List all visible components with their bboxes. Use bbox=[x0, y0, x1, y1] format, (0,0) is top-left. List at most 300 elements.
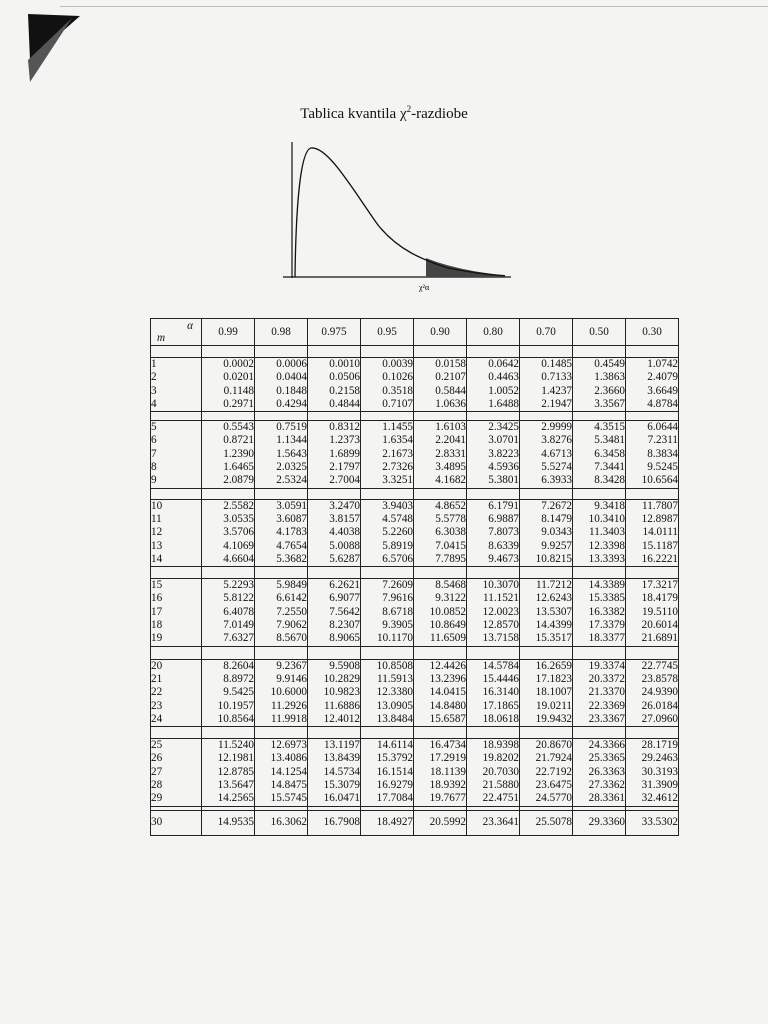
quantile-value: 0.5844 bbox=[435, 384, 466, 397]
quantile-value: 2.2041 bbox=[435, 434, 466, 447]
quantile-value: 9.2367 bbox=[276, 659, 307, 672]
quantile-value: 16.0471 bbox=[323, 792, 360, 805]
spacer-cell bbox=[308, 646, 361, 659]
quantile-value: 0.4549 bbox=[594, 358, 625, 370]
value-cell bbox=[520, 810, 573, 835]
table-row-group bbox=[151, 579, 679, 646]
quantile-value: 6.9887 bbox=[488, 512, 519, 525]
quantile-value: 19.0211 bbox=[536, 699, 572, 712]
value-cell bbox=[414, 659, 467, 726]
spacer-cell bbox=[361, 727, 414, 739]
header-corner-cell: α m bbox=[151, 319, 202, 346]
quantile-value: 18.3377 bbox=[588, 632, 625, 645]
quantile-value: 21.6891 bbox=[641, 632, 678, 645]
value-cell bbox=[467, 659, 520, 726]
quantile-value: 11.9918 bbox=[271, 712, 307, 725]
value-cell bbox=[573, 739, 626, 806]
value-cell bbox=[414, 810, 467, 835]
quantile-value: 1.6899 bbox=[329, 447, 360, 460]
m-value: 14 bbox=[151, 552, 163, 565]
quantile-value: 6.4078 bbox=[223, 605, 254, 618]
scan-edge-line bbox=[60, 6, 768, 7]
quantile-value: 2.0879 bbox=[223, 474, 254, 487]
spacer-cell bbox=[255, 488, 308, 499]
value-cell bbox=[573, 810, 626, 835]
quantile-value: 32.4612 bbox=[641, 792, 678, 805]
quantile-value: 8.5468 bbox=[435, 579, 466, 592]
value-cell bbox=[414, 421, 467, 488]
quantile-value: 2.7326 bbox=[382, 461, 413, 474]
quantile-value: 8.3834 bbox=[647, 447, 678, 460]
m-value: 16 bbox=[151, 592, 163, 605]
quantile-value: 4.6713 bbox=[541, 447, 572, 460]
value-cell bbox=[202, 739, 255, 806]
quantile-value: 0.4844 bbox=[329, 397, 360, 410]
quantile-value: 9.5425 bbox=[223, 686, 254, 699]
quantile-value: 23.3367 bbox=[588, 712, 625, 725]
quantile-value: 3.0701 bbox=[488, 434, 519, 447]
quantile-value: 2.5324 bbox=[276, 474, 307, 487]
quantile-value: 18.1007 bbox=[535, 686, 572, 699]
value-cell bbox=[626, 421, 679, 488]
quantile-value: 14.5734 bbox=[323, 765, 360, 778]
header-alpha: 0.975 bbox=[308, 319, 361, 346]
quantile-value: 19.5110 bbox=[642, 605, 678, 618]
quantile-value: 10.8215 bbox=[535, 552, 572, 565]
quantile-value: 8.3428 bbox=[594, 474, 625, 487]
m-value: 19 bbox=[151, 632, 163, 645]
spacer-cell bbox=[520, 488, 573, 499]
spacer-cell bbox=[626, 727, 679, 739]
value-cell bbox=[361, 499, 414, 566]
spacer-cell bbox=[573, 727, 626, 739]
quantile-value: 26.0184 bbox=[641, 699, 678, 712]
spacer-cell bbox=[467, 646, 520, 659]
quantile-value: 2.1797 bbox=[329, 461, 360, 474]
quantile-value: 23.6475 bbox=[535, 779, 572, 792]
header-alpha: 0.95 bbox=[361, 319, 414, 346]
quantile-value: 4.1682 bbox=[435, 474, 466, 487]
quantile-value: 10.2829 bbox=[323, 672, 360, 685]
group-spacer bbox=[151, 412, 679, 421]
quantile-value: 3.3251 bbox=[382, 474, 413, 487]
value-cell bbox=[308, 659, 361, 726]
spacer-cell bbox=[361, 567, 414, 579]
spacer-cell bbox=[255, 567, 308, 579]
quantile-value: 13.0905 bbox=[376, 699, 413, 712]
m-value: 23 bbox=[151, 699, 163, 712]
quantile-value: 22.7192 bbox=[535, 765, 572, 778]
spacer-cell bbox=[414, 567, 467, 579]
spacer-cell bbox=[202, 346, 255, 358]
quantile-value: 1.1344 bbox=[276, 434, 307, 447]
quantile-value: 19.9432 bbox=[535, 712, 572, 725]
value-cell bbox=[361, 358, 414, 412]
quantile-value: 22.3369 bbox=[588, 699, 625, 712]
spacer-cell bbox=[467, 412, 520, 421]
value-cell bbox=[308, 358, 361, 412]
quantile-value: 10.6000 bbox=[270, 686, 307, 699]
quantile-value: 14.9535 bbox=[217, 815, 254, 828]
quantile-value: 15.4446 bbox=[482, 672, 519, 685]
quantile-value: 25.3365 bbox=[588, 752, 625, 765]
quantile-value: 1.1455 bbox=[382, 421, 413, 434]
quantile-value: 10.1170 bbox=[377, 632, 413, 645]
spacer-cell bbox=[361, 488, 414, 499]
table-row-group bbox=[151, 358, 679, 412]
quantile-value: 11.7807 bbox=[642, 499, 678, 512]
quantile-value: 0.1848 bbox=[276, 384, 307, 397]
quantile-value: 11.6509 bbox=[430, 632, 466, 645]
quantile-value: 9.5908 bbox=[329, 659, 360, 672]
quantile-value: 3.6087 bbox=[276, 512, 307, 525]
spacer-cell bbox=[255, 412, 308, 421]
spacer-cell bbox=[151, 412, 202, 421]
m-value: 10 bbox=[151, 499, 163, 512]
quantile-value: 11.2926 bbox=[271, 699, 307, 712]
header-alpha: 0.90 bbox=[414, 319, 467, 346]
quantile-value: 8.2307 bbox=[329, 619, 360, 632]
quantile-value: 4.5748 bbox=[382, 512, 413, 525]
spacer-cell bbox=[361, 346, 414, 358]
quantile-value: 24.3366 bbox=[588, 739, 625, 752]
quantile-value: 1.0052 bbox=[488, 384, 519, 397]
value-cell bbox=[467, 421, 520, 488]
m-value: 28 bbox=[151, 779, 163, 792]
value-cell bbox=[467, 358, 520, 412]
quantile-value: 6.0644 bbox=[647, 421, 678, 434]
quantile-value: 18.1139 bbox=[430, 765, 466, 778]
quantile-value: 15.3385 bbox=[588, 592, 625, 605]
m-cell bbox=[151, 579, 202, 646]
quantile-value: 5.8122 bbox=[223, 592, 254, 605]
spacer-cell bbox=[414, 646, 467, 659]
quantile-value: 16.4734 bbox=[429, 739, 466, 752]
value-cell bbox=[308, 739, 361, 806]
quantile-value: 31.3909 bbox=[641, 779, 678, 792]
spacer-cell bbox=[467, 567, 520, 579]
quantile-value: 14.1254 bbox=[270, 765, 307, 778]
value-cell bbox=[520, 739, 573, 806]
table-row-group bbox=[151, 810, 679, 835]
quantile-value: 28.3361 bbox=[588, 792, 625, 805]
header-alpha: 0.80 bbox=[467, 319, 520, 346]
spacer-cell bbox=[361, 646, 414, 659]
quantile-value: 14.2565 bbox=[217, 792, 254, 805]
quantile-value: 17.1865 bbox=[482, 699, 519, 712]
quantile-value: 4.1783 bbox=[276, 526, 307, 539]
quantile-value: 1.3863 bbox=[594, 371, 625, 384]
quantile-value: 2.9999 bbox=[541, 421, 572, 434]
m-value: 30 bbox=[151, 815, 163, 828]
quantile-value: 16.2659 bbox=[535, 659, 572, 672]
value-cell bbox=[255, 659, 308, 726]
quantile-value: 3.6649 bbox=[647, 384, 678, 397]
quantile-value: 7.2609 bbox=[382, 579, 413, 592]
m-cell bbox=[151, 421, 202, 488]
table-row-group bbox=[151, 499, 679, 566]
m-cell bbox=[151, 659, 202, 726]
value-cell bbox=[467, 499, 520, 566]
quantile-value: 7.9616 bbox=[382, 592, 413, 605]
quantile-value: 4.8652 bbox=[435, 499, 466, 512]
quantile-value: 21.3370 bbox=[588, 686, 625, 699]
quantile-value: 12.6973 bbox=[270, 739, 307, 752]
quantile-value: 11.1521 bbox=[483, 592, 519, 605]
quantile-value: 3.8223 bbox=[488, 447, 519, 460]
quantile-value: 13.1197 bbox=[324, 739, 360, 752]
quantile-value: 13.4086 bbox=[270, 752, 307, 765]
quantile-value: 0.2971 bbox=[223, 397, 254, 410]
value-cell bbox=[361, 810, 414, 835]
quantile-value: 14.4399 bbox=[535, 619, 572, 632]
quantile-value: 5.3481 bbox=[594, 434, 625, 447]
quantile-value: 12.1981 bbox=[217, 752, 254, 765]
quantile-value: 4.6604 bbox=[223, 552, 254, 565]
quantile-value: 1.2390 bbox=[223, 447, 254, 460]
quantile-value: 0.7107 bbox=[382, 397, 413, 410]
spacer-cell bbox=[520, 567, 573, 579]
quantile-value: 3.2470 bbox=[329, 499, 360, 512]
spacer-cell bbox=[151, 488, 202, 499]
quantile-value: 5.0088 bbox=[329, 539, 360, 552]
quantile-value: 0.3518 bbox=[382, 384, 413, 397]
m-value: 24 bbox=[151, 712, 163, 725]
quantile-value: 20.6014 bbox=[641, 619, 678, 632]
quantile-value: 3.8276 bbox=[541, 434, 572, 447]
value-cell bbox=[626, 810, 679, 835]
m-value: 20 bbox=[151, 659, 163, 672]
m-value: 26 bbox=[151, 752, 163, 765]
spacer-cell bbox=[520, 346, 573, 358]
header-alpha: 0.98 bbox=[255, 319, 308, 346]
spacer-cell bbox=[626, 346, 679, 358]
m-value: 3 bbox=[151, 384, 157, 397]
value-cell bbox=[202, 659, 255, 726]
spacer-cell bbox=[573, 488, 626, 499]
group-spacer bbox=[151, 488, 679, 499]
spacer-cell bbox=[202, 488, 255, 499]
quantile-value: 17.7084 bbox=[376, 792, 413, 805]
m-value: 4 bbox=[151, 397, 157, 410]
quantile-value: 18.9392 bbox=[429, 779, 466, 792]
quantile-value: 14.6114 bbox=[377, 739, 413, 752]
spacer-cell bbox=[308, 567, 361, 579]
table-header-row bbox=[151, 319, 679, 346]
value-cell bbox=[573, 499, 626, 566]
quantile-value: 5.2260 bbox=[382, 526, 413, 539]
m-value: 22 bbox=[151, 686, 163, 699]
quantile-value: 10.1957 bbox=[217, 699, 254, 712]
quantile-value: 10.8508 bbox=[376, 659, 413, 672]
quantile-value: 17.3217 bbox=[641, 579, 678, 592]
quantile-value: 18.0618 bbox=[482, 712, 519, 725]
quantile-value: 8.1479 bbox=[541, 512, 572, 525]
value-cell bbox=[255, 358, 308, 412]
spacer-cell bbox=[308, 346, 361, 358]
quantile-value: 14.0415 bbox=[429, 686, 466, 699]
quantile-value: 1.0636 bbox=[435, 397, 466, 410]
value-cell bbox=[626, 579, 679, 646]
quantile-value: 8.5670 bbox=[276, 632, 307, 645]
quantile-value: 10.3410 bbox=[588, 512, 625, 525]
quantile-value: 2.5582 bbox=[223, 499, 254, 512]
quantile-value: 7.6327 bbox=[223, 632, 254, 645]
quantile-value: 13.2396 bbox=[429, 672, 466, 685]
spacer-cell bbox=[151, 346, 202, 358]
quantile-value: 0.0642 bbox=[488, 358, 519, 370]
value-cell bbox=[573, 579, 626, 646]
quantile-value: 2.1947 bbox=[541, 397, 572, 410]
quantile-value: 10.8649 bbox=[429, 619, 466, 632]
group-spacer bbox=[151, 727, 679, 739]
quantile-value: 21.7924 bbox=[535, 752, 572, 765]
value-cell bbox=[202, 421, 255, 488]
quantile-value: 29.3360 bbox=[588, 815, 625, 828]
value-cell bbox=[308, 421, 361, 488]
quantile-value: 12.8987 bbox=[641, 512, 678, 525]
table-row-group bbox=[151, 659, 679, 726]
spacer-cell bbox=[255, 727, 308, 739]
value-cell bbox=[573, 358, 626, 412]
quantile-value: 10.8564 bbox=[217, 712, 254, 725]
quantile-value: 2.3425 bbox=[488, 421, 519, 434]
quantile-value: 5.3682 bbox=[276, 552, 307, 565]
quantile-value: 0.5543 bbox=[223, 421, 254, 434]
quantile-value: 22.4751 bbox=[482, 792, 519, 805]
quantile-value: 12.4426 bbox=[429, 659, 466, 672]
quantile-value: 17.1823 bbox=[535, 672, 572, 685]
quantile-value: 17.3379 bbox=[588, 619, 625, 632]
quantile-value: 0.8721 bbox=[223, 434, 254, 447]
spacer-cell bbox=[202, 727, 255, 739]
quantile-value: 7.5642 bbox=[329, 605, 360, 618]
quantile-value: 13.5647 bbox=[217, 779, 254, 792]
value-cell bbox=[467, 579, 520, 646]
quantile-value: 6.2621 bbox=[329, 579, 360, 592]
quantile-value: 16.1514 bbox=[376, 765, 413, 778]
quantile-value: 4.1069 bbox=[223, 539, 254, 552]
quantile-value: 10.6564 bbox=[641, 474, 678, 487]
quantile-value: 0.0010 bbox=[329, 358, 360, 370]
quantile-value: 19.8202 bbox=[482, 752, 519, 765]
quantile-value: 14.0111 bbox=[642, 526, 678, 539]
value-cell bbox=[361, 421, 414, 488]
quantile-value: 3.3567 bbox=[594, 397, 625, 410]
quantile-value: 0.8312 bbox=[329, 421, 360, 434]
quantile-value: 6.3458 bbox=[594, 447, 625, 460]
quantile-value: 3.0535 bbox=[223, 512, 254, 525]
quantile-value: 14.8475 bbox=[270, 779, 307, 792]
quantile-value: 5.6287 bbox=[329, 552, 360, 565]
chi-square-quantile-table bbox=[150, 318, 679, 836]
quantile-value: 26.3363 bbox=[588, 765, 625, 778]
quantile-value: 6.6142 bbox=[276, 592, 307, 605]
quantile-value: 2.4079 bbox=[647, 371, 678, 384]
quantile-value: 10.9823 bbox=[323, 686, 360, 699]
quantile-value: 8.8972 bbox=[223, 672, 254, 685]
value-cell bbox=[361, 659, 414, 726]
quantile-value: 0.2158 bbox=[329, 384, 360, 397]
quantile-value: 0.0158 bbox=[435, 358, 466, 370]
quantile-value: 27.3362 bbox=[588, 779, 625, 792]
quantile-value: 2.0325 bbox=[276, 461, 307, 474]
quantile-value: 0.1026 bbox=[382, 371, 413, 384]
value-cell bbox=[255, 579, 308, 646]
quantile-value: 8.6718 bbox=[382, 605, 413, 618]
value-cell bbox=[520, 358, 573, 412]
quantile-value: 17.2919 bbox=[429, 752, 466, 765]
value-cell bbox=[255, 499, 308, 566]
quantile-value: 9.9146 bbox=[276, 672, 307, 685]
quantile-value: 5.5274 bbox=[541, 461, 572, 474]
quantile-value: 4.8784 bbox=[647, 397, 678, 410]
m-value: 5 bbox=[151, 421, 157, 434]
spacer-cell bbox=[520, 727, 573, 739]
quantile-value: 2.8331 bbox=[435, 447, 466, 460]
quantile-value: 4.3515 bbox=[594, 421, 625, 434]
quantile-value: 13.5307 bbox=[535, 605, 572, 618]
spacer-cell bbox=[573, 412, 626, 421]
m-value: 7 bbox=[151, 447, 157, 460]
quantile-value: 7.2672 bbox=[541, 499, 572, 512]
value-cell bbox=[202, 499, 255, 566]
spacer-cell bbox=[626, 412, 679, 421]
spacer-cell bbox=[467, 346, 520, 358]
group-spacer bbox=[151, 567, 679, 579]
spacer-cell bbox=[255, 346, 308, 358]
quantile-value: 30.3193 bbox=[641, 765, 678, 778]
value-cell bbox=[467, 739, 520, 806]
table-row-group bbox=[151, 421, 679, 488]
quantile-value: 27.0960 bbox=[641, 712, 678, 725]
value-cell bbox=[255, 739, 308, 806]
quantile-value: 12.4012 bbox=[323, 712, 360, 725]
quantile-value: 9.3418 bbox=[594, 499, 625, 512]
quantile-value: 7.2550 bbox=[276, 605, 307, 618]
group-spacer bbox=[151, 646, 679, 659]
quantile-value: 15.5745 bbox=[270, 792, 307, 805]
quantile-value: 15.1187 bbox=[642, 539, 678, 552]
quantile-value: 0.0506 bbox=[329, 371, 360, 384]
m-value: 9 bbox=[151, 474, 157, 487]
m-value: 15 bbox=[151, 579, 163, 592]
quantile-value: 5.5778 bbox=[435, 512, 466, 525]
quantile-value: 6.3038 bbox=[435, 526, 466, 539]
quantile-value: 19.7677 bbox=[429, 792, 466, 805]
spacer-cell bbox=[520, 412, 573, 421]
value-cell bbox=[573, 421, 626, 488]
spacer-cell bbox=[414, 727, 467, 739]
value-cell bbox=[467, 810, 520, 835]
quantile-value: 6.5706 bbox=[382, 552, 413, 565]
quantile-value: 16.2221 bbox=[641, 552, 678, 565]
chi-square-density-curve bbox=[283, 140, 523, 295]
page-title: Tablica kvantila $\chi^2$-razdiobe bbox=[300, 104, 468, 122]
value-cell bbox=[626, 358, 679, 412]
value-cell bbox=[202, 579, 255, 646]
quantile-value: 0.1148 bbox=[223, 384, 254, 397]
quantile-value: 23.8578 bbox=[641, 672, 678, 685]
m-value: 29 bbox=[151, 792, 163, 805]
value-cell bbox=[520, 421, 573, 488]
spacer-cell bbox=[151, 646, 202, 659]
m-value: 18 bbox=[151, 619, 163, 632]
quantile-value: 0.0201 bbox=[223, 371, 254, 384]
m-value: 2 bbox=[151, 371, 157, 384]
quantile-value: 12.8570 bbox=[482, 619, 519, 632]
quantile-value: 16.3062 bbox=[270, 815, 307, 828]
